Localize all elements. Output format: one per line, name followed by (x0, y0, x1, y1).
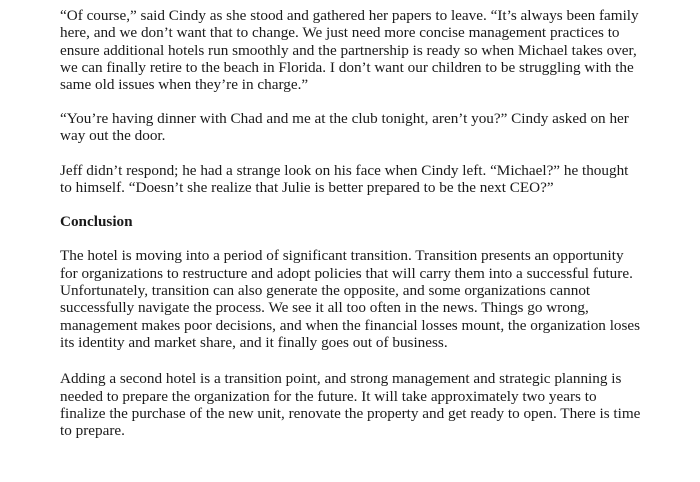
paragraph-second-hotel: Adding a second hotel is a transition point, and strong management and strategic planning is needed to prepare the organization for the future. It will take approximately two years to finalize the purchase of the new unit, renovate the property and get ready to open. There is time to prepare. (60, 370, 641, 440)
paragraph-cindy-leaving: “Of course,” said Cindy as she stood and gathered her papers to leave. “It’s always been family here, and we don’t want that to change. We just need more concise management practices to ensure additional hotels run smoothly and the partnership is ready so when Michael takes over, we can finally retire to the beach in Florida. I don’t want our children to be struggling with the same old issues when they’re in charge.” (60, 7, 639, 94)
paragraph-transition: The hotel is moving into a period of significant transition. Transition presents an opportunity for organizations to restructure and adopt policies that will carry them into a successful future. Unfortunately, transition can also generate the opposite, and some organizations cannot successfully navigate the process. We see it all too often in the news. Things go wrong, management makes poor decisions, and when the financial losses mount, the organization loses its identity and market share, and it finally goes out of business. (60, 247, 641, 351)
section-heading-conclusion: Conclusion (60, 213, 133, 231)
paragraph-jeff-reaction: Jeff didn’t respond; he had a strange look on his face when Cindy left. “Michael?” he thought to himself. “Doesn’t she realize that Julie is better prepared to be the next CEO?” (60, 161, 629, 196)
paragraph-dinner-invite: “You’re having dinner with Chad and me at the club tonight, aren’t you?” Cindy asked on her way out the door. (60, 110, 629, 145)
